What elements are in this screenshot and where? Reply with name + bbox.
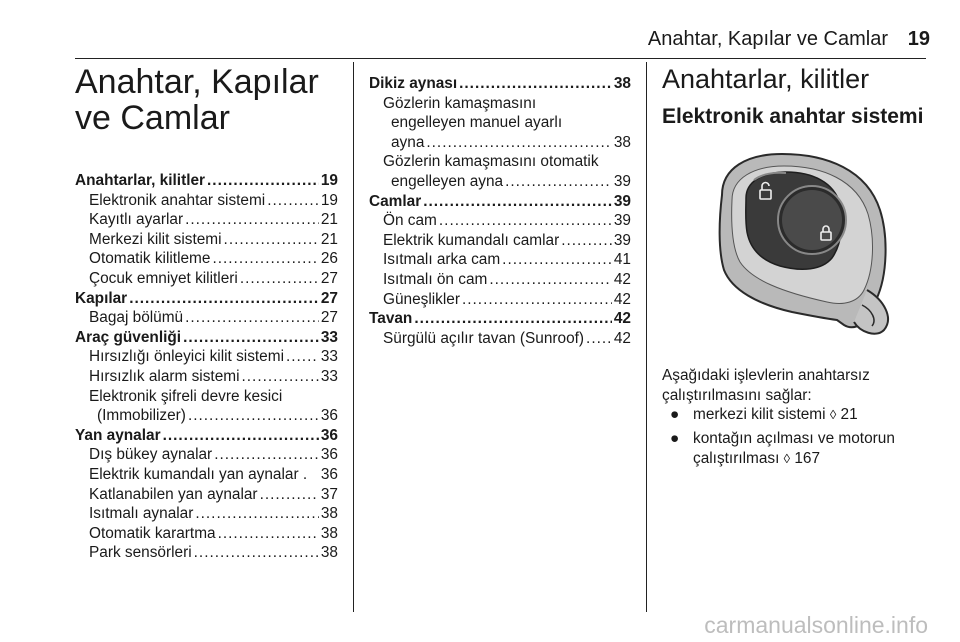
toc-leader-dots	[218, 524, 319, 544]
toc-entry[interactable]	[369, 250, 631, 270]
toc-leader-dots	[439, 211, 612, 231]
toc-entry-label: Yan aynalar	[75, 426, 161, 444]
toc-entry-label: Isıtmalı arka cam	[383, 251, 501, 269]
toc-section-entry[interactable]	[75, 328, 338, 348]
toc-left-column	[75, 171, 338, 563]
toc-entry-page: 38	[320, 544, 338, 562]
toc-leader-dots	[242, 367, 319, 387]
toc-leader-dots	[207, 171, 319, 191]
toc-entry-page: 42	[613, 310, 631, 328]
toc-entry-page: 39	[613, 172, 631, 190]
toc-entry[interactable]	[75, 191, 338, 211]
toc-leader-dots	[286, 347, 319, 367]
page-reference[interactable]: 167	[790, 449, 821, 467]
toc-entry-label: Dış bükey aynalar	[89, 446, 213, 464]
toc-entry[interactable]	[75, 504, 338, 524]
toc-entry[interactable]	[75, 465, 338, 485]
bullet-text: merkezi kilit sistemi	[693, 406, 830, 423]
toc-entry-label: Çocuk emniyet kilitleri	[89, 269, 238, 287]
toc-leader-dots	[188, 406, 319, 426]
toc-section-entry[interactable]	[75, 289, 338, 309]
toc-entry-page: 41	[613, 251, 631, 269]
toc-entry-label: Isıtmalı ön cam	[383, 270, 488, 288]
toc-leader-dots	[462, 290, 612, 310]
toc-middle-column	[369, 74, 631, 348]
toc-entry-label: Park sensörleri	[89, 544, 192, 562]
toc-leader-dots	[267, 191, 319, 211]
toc-leader-dots	[214, 445, 319, 465]
toc-entry[interactable]	[75, 230, 338, 250]
toc-entry[interactable]	[369, 231, 631, 251]
toc-entry-page: 42	[613, 329, 631, 347]
toc-leader-dots	[489, 270, 612, 290]
toc-leader-dots	[505, 172, 612, 192]
toc-entry-label: Araç güvenliği	[75, 328, 182, 346]
toc-entry-label: Elektronik anahtar sistemi	[89, 191, 266, 209]
toc-entry-label: Elektrik kumandalı camlar	[383, 231, 560, 249]
toc-leader-dots	[163, 426, 319, 446]
toc-entry-page: 36	[320, 426, 338, 444]
toc-entry-page: 19	[320, 172, 338, 189]
column-divider-1	[353, 62, 354, 612]
intro-line-1: Aşağıdaki işlevlerin anahtarsız	[662, 367, 870, 384]
header-rule	[75, 58, 926, 59]
toc-entry[interactable]	[75, 210, 338, 230]
chapter-title: Anahtar, Kapılar ve Camlar	[75, 63, 319, 137]
toc-entry-page: 33	[320, 367, 338, 385]
toc-entry-page: 36	[320, 465, 338, 483]
toc-entry-label: Gözlerin kamaşmasını otomatik	[383, 153, 599, 171]
toc-entry-label: (Immobilizer)	[97, 407, 186, 425]
toc-entry-label: engelleyen ayna	[391, 172, 504, 190]
toc-entry-label: Otomatik karartma	[89, 524, 216, 542]
toc-entry[interactable]	[75, 543, 338, 563]
header-page-number: 19	[907, 28, 930, 50]
toc-entry-label: Tavan	[369, 310, 413, 328]
toc-entry-label: Camlar	[369, 192, 422, 210]
toc-entry[interactable]	[75, 445, 338, 465]
toc-entry-label: Isıtmalı aynalar	[89, 505, 194, 523]
toc-entry-label: Otomatik kilitleme	[89, 250, 211, 268]
toc-entry-page: 21	[320, 230, 338, 248]
toc-section-entry[interactable]	[369, 309, 631, 329]
toc-entry-label: Kayıtlı ayarlar	[89, 211, 184, 229]
intro-paragraph	[662, 366, 926, 405]
toc-entry[interactable]	[369, 152, 631, 172]
toc-leader-dots	[183, 328, 319, 348]
toc-leader-dots	[194, 543, 319, 563]
toc-entry[interactable]	[369, 172, 631, 192]
toc-leader-dots	[414, 309, 612, 329]
header-title: Anahtar, Kapılar ve Camlar	[647, 28, 888, 50]
toc-entry-label: engelleyen manuel ayarlı	[391, 114, 563, 132]
page-reference[interactable]: 21	[836, 406, 858, 423]
toc-entry-page: 38	[320, 505, 338, 523]
toc-entry[interactable]	[75, 308, 338, 328]
page-reference-icon: ◊	[783, 450, 791, 466]
electronic-key-illustration	[662, 140, 926, 350]
toc-leader-dots	[224, 230, 319, 250]
toc-entry-label: Kapılar	[75, 289, 128, 307]
toc-leader-dots	[561, 231, 612, 251]
toc-section-entry[interactable]	[369, 192, 631, 212]
toc-entry-page: 39	[613, 192, 631, 210]
column-divider-2	[646, 62, 647, 612]
section-heading: Anahtarlar, kilitler	[662, 64, 870, 94]
page-reference-icon: ◊	[829, 407, 837, 422]
toc-entry[interactable]	[75, 524, 338, 544]
toc-entry-label: Hırsızlığı önleyici kilit sistemi	[89, 348, 284, 366]
toc-leader-dots	[586, 329, 612, 349]
toc-entry-label: Hırsızlık alarm sistemi	[89, 367, 240, 385]
toc-entry-page: 26	[320, 250, 338, 268]
toc-entry-label: Merkezi kilit sistemi	[89, 230, 222, 248]
toc-leader-dots	[185, 308, 319, 328]
toc-section-entry[interactable]	[369, 74, 631, 94]
toc-entry-page: 27	[320, 269, 338, 287]
intro-line-2: çalıştırılmasını sağlar:	[662, 386, 812, 404]
toc-entry-label: Katlanabilen yan aynalar	[89, 485, 258, 503]
toc-entry-page: 27	[320, 289, 338, 307]
bullet-dot-icon: ●	[670, 406, 680, 423]
toc-leader-dots	[260, 485, 319, 505]
toc-entry-label: Elektronik şifreli devre kesici	[89, 387, 283, 405]
toc-entry-page: 42	[613, 270, 631, 288]
toc-leader-dots	[185, 210, 319, 230]
bullet-text-line-2: çalıştırılması	[693, 449, 784, 467]
toc-entry[interactable]	[75, 269, 338, 289]
toc-leader-dots	[212, 249, 318, 269]
toc-entry[interactable]	[75, 367, 338, 387]
subsection-heading: Elektronik anahtar sistemi	[662, 105, 924, 128]
toc-entry-page: 42	[613, 290, 631, 308]
toc-entry-page: 38	[320, 524, 338, 542]
toc-entry-label: Bagaj bölümü	[89, 309, 184, 327]
toc-entry-label: Sürgülü açılır tavan (Sunroof)	[383, 329, 585, 347]
toc-entry-page: 39	[613, 231, 631, 249]
toc-entry-label: Gözlerin kamaşmasını	[383, 94, 537, 112]
toc-entry-label: Anahtarlar, kilitler	[75, 172, 206, 189]
toc-leader-dots	[195, 504, 319, 524]
toc-entry-label: ayna	[391, 133, 425, 151]
toc-entry[interactable]	[75, 249, 338, 269]
toc-entry[interactable]	[369, 133, 631, 153]
toc-leader-dots	[459, 74, 612, 94]
toc-entry[interactable]	[75, 406, 338, 426]
toc-entry-page: 37	[320, 485, 338, 503]
toc-entry-page: 38	[613, 133, 631, 151]
toc-entry[interactable]	[369, 329, 631, 349]
toc-entry-label: Elektrik kumandalı yan aynalar .	[89, 465, 308, 483]
bullet-text-line-1: kontağın açılması ve motorun	[693, 430, 895, 447]
toc-entry-label: Güneşlikler	[383, 290, 460, 308]
toc-entry-label: Ön cam	[383, 212, 437, 230]
toc-entry-page: 19	[320, 191, 338, 209]
toc-entry-page: 27	[320, 309, 338, 327]
watermark: carmanualsonline.info	[704, 612, 928, 638]
toc-leader-dots	[502, 250, 612, 270]
bullet-dot-icon: ●	[670, 430, 680, 447]
toc-entry-page: 36	[320, 446, 338, 464]
toc-entry[interactable]	[369, 211, 631, 231]
toc-entry[interactable]	[369, 270, 631, 290]
toc-entry[interactable]	[369, 113, 631, 133]
toc-entry[interactable]	[75, 485, 338, 505]
toc-section-entry[interactable]	[75, 171, 338, 191]
toc-entry[interactable]	[369, 94, 631, 114]
toc-entry[interactable]	[75, 387, 338, 407]
toc-entry-page: 33	[320, 348, 338, 366]
toc-entry[interactable]	[75, 347, 338, 367]
toc-leader-dots	[426, 133, 612, 153]
toc-entry-page: 21	[320, 211, 338, 229]
toc-section-entry[interactable]	[75, 426, 338, 446]
toc-entry-page: 33	[320, 328, 338, 346]
toc-entry-page: 36	[320, 407, 338, 425]
toc-entry-page: 38	[613, 75, 631, 92]
toc-leader-dots	[240, 269, 319, 289]
toc-entry-page: 39	[613, 212, 631, 230]
toc-leader-dots	[423, 192, 612, 212]
toc-entry-label: Dikiz aynası	[369, 75, 458, 92]
toc-leader-dots	[129, 289, 319, 309]
toc-entry[interactable]	[369, 290, 631, 310]
